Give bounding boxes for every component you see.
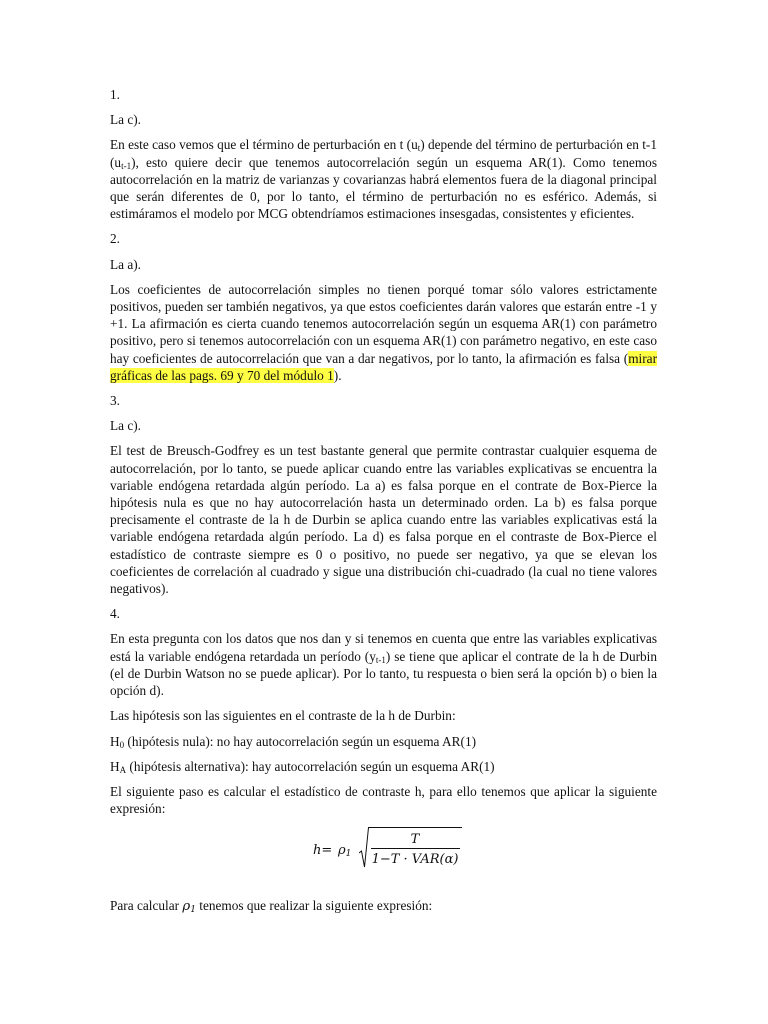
radical-bar	[368, 827, 462, 828]
alternative-hypothesis: $H_A$ (hipótesis alternativa): hay autocorrelación según un esquema AR(1)	[110, 758, 495, 775]
question-3-answer: La c).	[110, 418, 142, 434]
question-2-explanation: Los coeficientes de autocorrelación simples no tienen porqué tomar sólo valores estrictamente positivos, pueden ser también negativos, ya que estos coeficientes darán valores que estarán entre -1 y +1. La afirmación es cierta cuando tenemos autocorrelación según un esquema AR(1) con parámetro positivo, pero si tenemos autocorrelación con un esquema AR(1) con parámetro negativo, en este caso hay coeficientes de autocorrelación que van a dar negativos, por lo tanto, la afirmación es falsa (mirar gráficas de las pags. 69 y 70 del módulo 1).	[110, 281, 657, 383]
formula-lhs: h=	[313, 843, 333, 859]
rho-calculation-text: Para calcular $\rho_1$ tenemos que realizar la siguiente expresión:	[110, 898, 433, 916]
question-2-number: 2.	[110, 231, 120, 247]
null-hypothesis: $H_0$ (hipótesis nula): no hay autocorrelación según un esquema AR(1)	[110, 733, 477, 750]
question-2-answer: La a).	[110, 256, 142, 272]
next-step-text: El siguiente paso es calcular el estadístico de contraste h, para ello tenemos que aplicar la siguiente expresión:	[110, 783, 657, 817]
formula-numerator: T	[410, 832, 420, 848]
fraction-line	[371, 848, 460, 849]
highlighted-reference: mirar gráficas de las pags. 69 y 70 del módulo 1	[110, 350, 657, 383]
formula-denominator: 1−T · VAR(α)	[371, 852, 459, 868]
question-1-number: 1.	[110, 87, 120, 102]
formula-rho: $\rho_1$	[338, 843, 352, 860]
question-4-number: 4.	[110, 606, 120, 622]
inline-rho: $\rho_1$	[182, 899, 196, 916]
question-4-explanation: En esta pregunta con los datos que nos dan y si tenemos en cuenta que entre las variables explicativas está la variable endógena retardada un período $(y_{t-1})$ se tiene que aplicar el contrate de la h de Durbin (el de Durbin Watson no se puede aplicar). Por lo tanto, tu respuesta o bien será la opción b) o bien la opción d).	[110, 631, 658, 699]
question-1-explanation: En este caso vemos que el término de perturbación en t $(u_t)$ depende del término de perturbación en t-1 $(u_{t-1})$, esto quiere decir que tenemos autocorrelación según un esquema AR(1). Como tenemos autocorrelación en la matriz de varianzas y covarianzas habrá elementos fuera de la diagonal principal que serán diferentes de 0, por lo tanto, el término de perturbación no es esférico. Además, si estimáramos el modelo por MCG obtendríamos estimaciones insesgadas, consistentes y eficientes.	[110, 137, 657, 222]
hypotheses-intro: Las hipótesis son las siguientes en el contraste de la h de Durbin:	[110, 708, 456, 724]
question-3-number: 3.	[110, 393, 120, 409]
document-page	[110, 86, 657, 924]
question-1-answer: La c).	[110, 112, 142, 128]
h-durbin-formula	[110, 825, 657, 883]
question-3-explanation: El test de Breusch-Godfrey es un test bastante general que permite contrastar cualquier esquema de autocorrelación, por lo tanto, se puede aplicar cuando entre las variables explicativas se encuentra la variable endógena retardada algún período. La a) es falsa porque en el contrate de Box-Pierce la hipótesis nula es que no hay autocorrelación hasta un determinado orden. La b) es falsa porque precisamente el contraste de la h de Durbin se aplica cuando entre las variables explicativas está la variable endógena retardada algún período. La d) es falsa porque en el contraste de Box-Pierce el estadístico de contraste siempre es 0 o positivo, no puede ser negativo, ya que se elevan los coeficientes de correlación al cuadrado y sigue una distribución chi-cuadrado (la cual no tiene valores negativos).	[110, 443, 657, 597]
